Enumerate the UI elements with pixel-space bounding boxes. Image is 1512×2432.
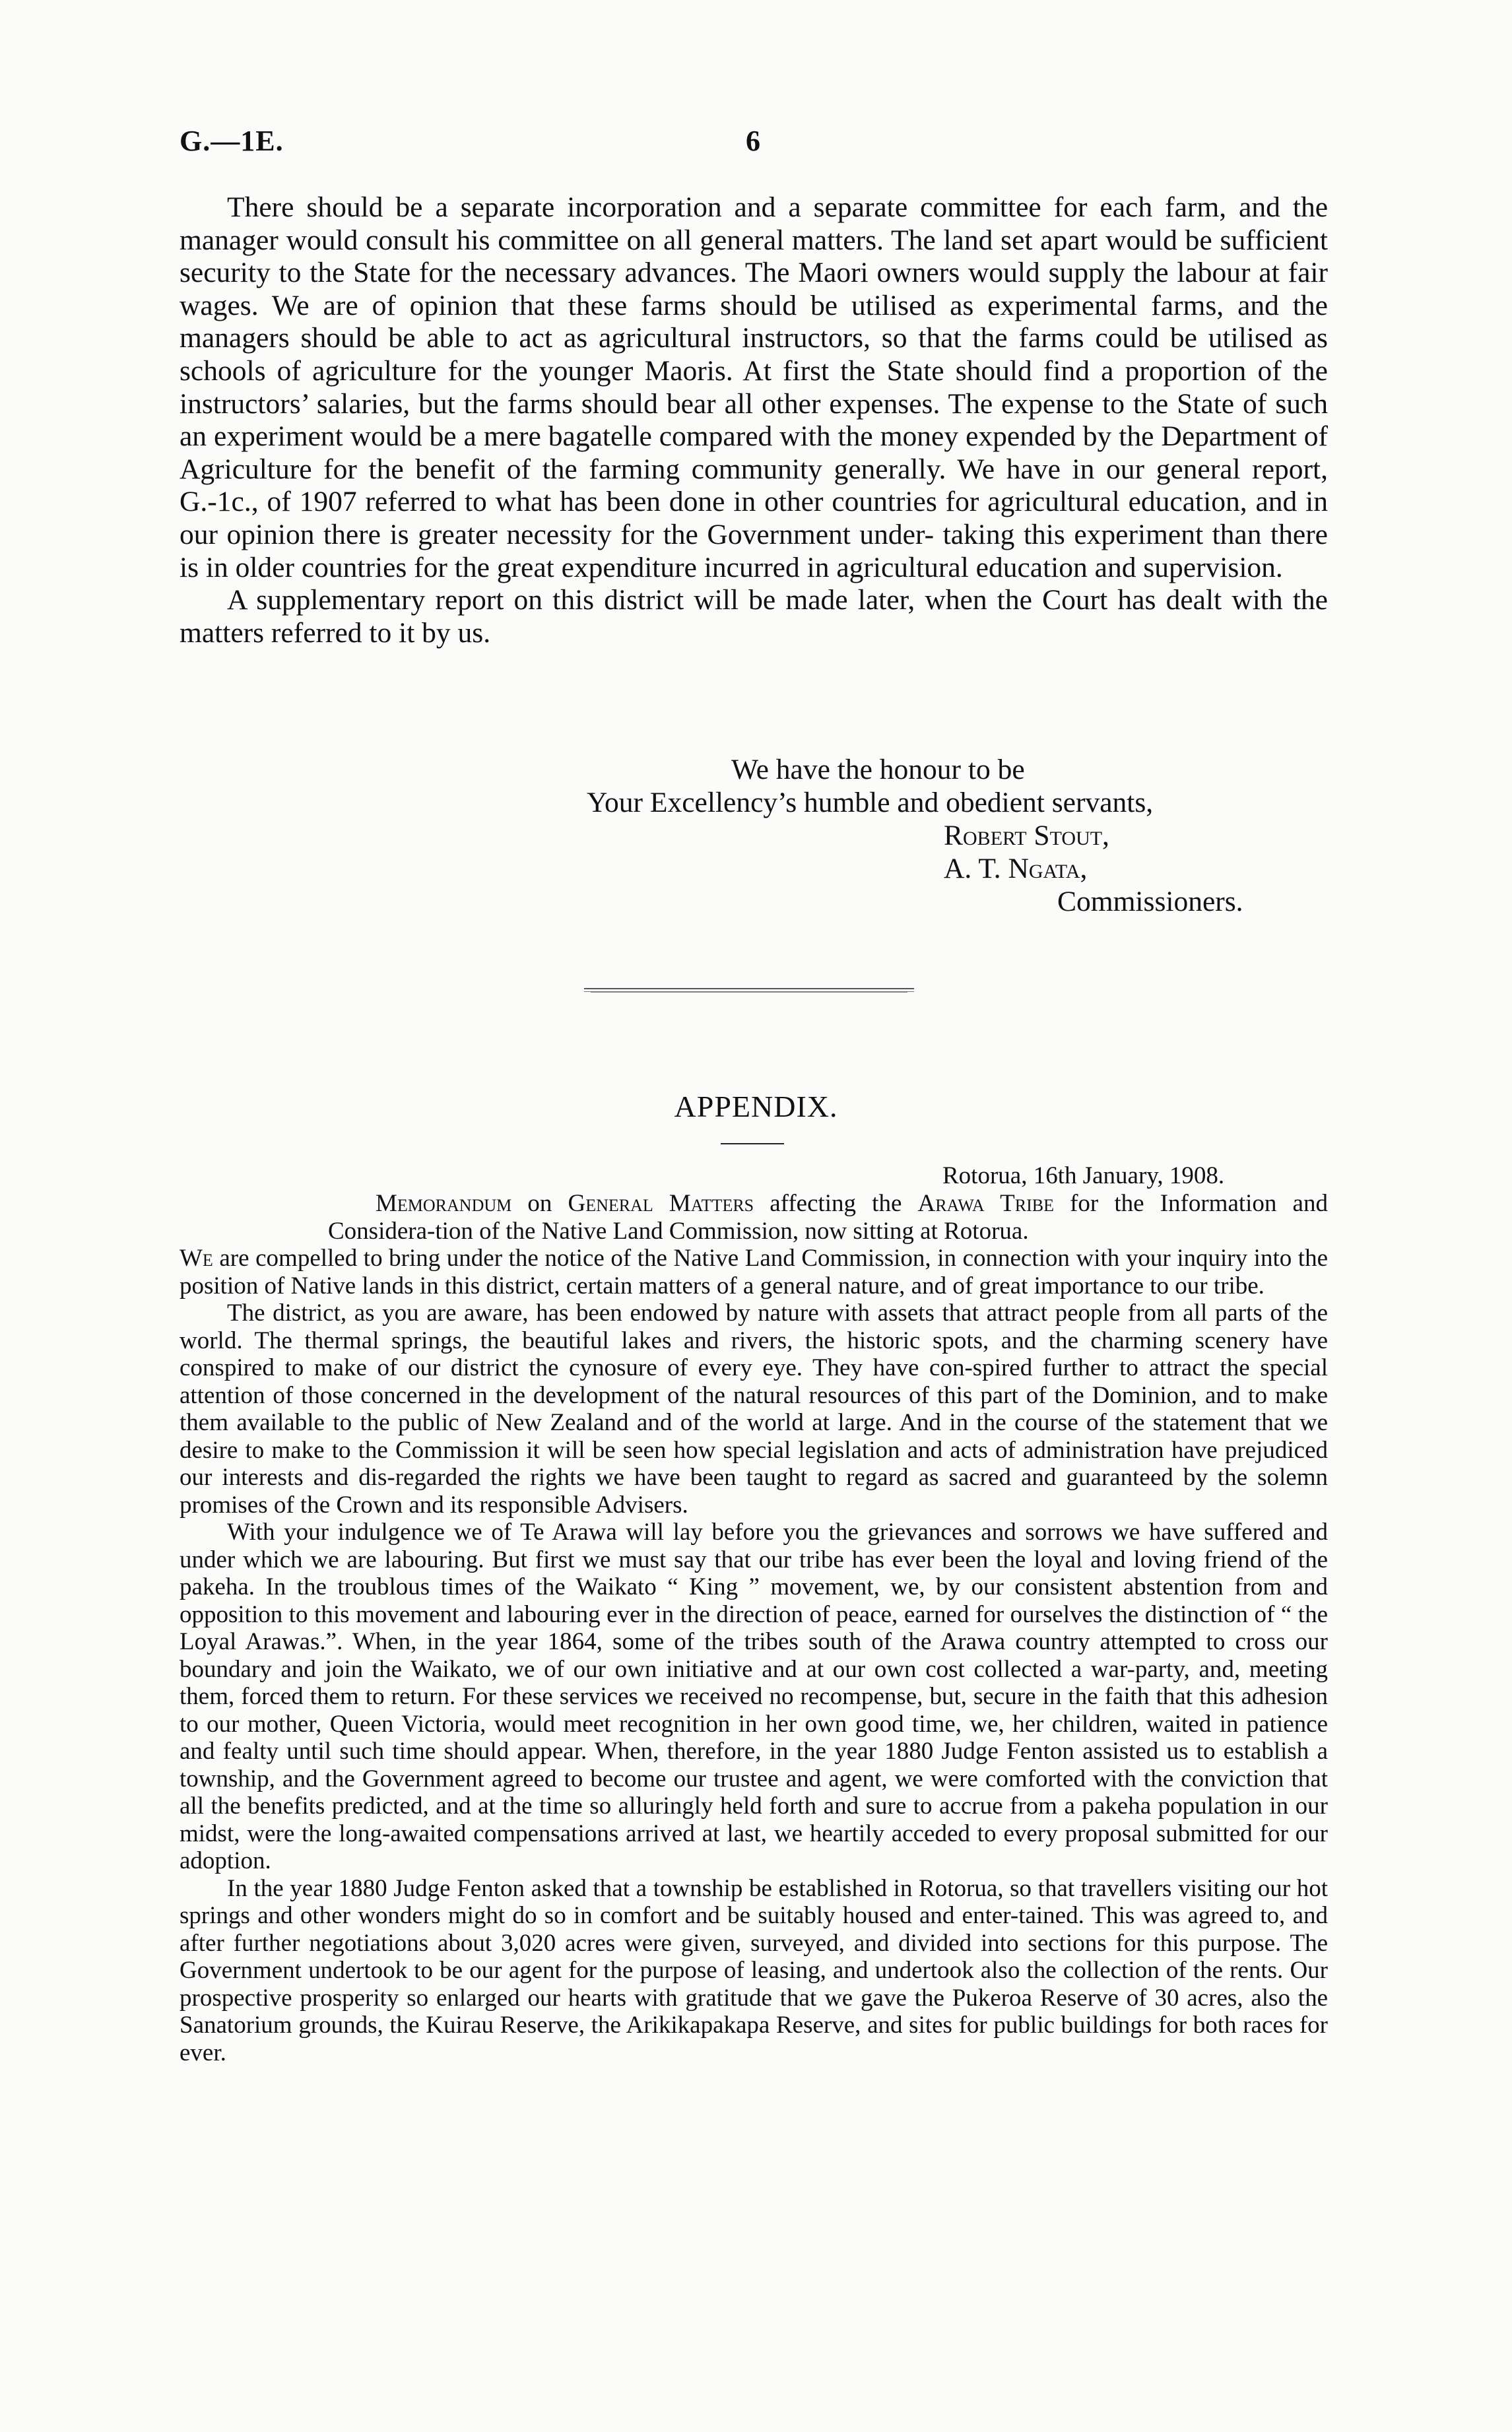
appendix-title: APPENDIX. bbox=[674, 1090, 838, 1123]
section-divider bbox=[591, 992, 907, 993]
page-number: 6 bbox=[746, 125, 760, 157]
memo-first-word: We bbox=[180, 1245, 213, 1272]
title-rule bbox=[721, 1143, 784, 1144]
closing-line: We have the honour to be bbox=[731, 754, 1025, 785]
report-paragraph: A supplementary report on this district will be made later, when the Court has dealt with the matters referred to it by us. bbox=[180, 584, 1328, 649]
memo-paragraph: With your indulgence we of Te Arawa will lay before you the grievances and sorrows we have suffered and under which we are labouring. But first we must say that our tribe has ever been the loyal and loving friend of the pakeha. In the troublous times of the Waikato “ King ” movement, we, by our consistent abstention from and opposition to this movement and labouring ever in the direction of peace, earned for ourselves the distinction of “ the Loyal Arawas.”. When, in the year 1864, some of the tribes south of the Arawa country attempted to cross our boundary and join the Waikato, we of our own initiative and at our own cost collected a war-party, and, meeting them, forced them to return. For these services we received no recompense, but, secure in the faith that this adhesion to our mother, Queen Victoria, would meet recognition in her own good time, we, her children, waited in patience and fealty until such time should appear. When, therefore, in the year 1880 Judge Fenton assisted us to establish a township, and the Government agreed to become our trustee and agent, we were comforted with the conviction that all the benefits predicted, and at the time so alluringly held forth and sure to accrue from a pakeha population in our midst, were the long-awaited compensations arrived at last, we heartily acceded to every proposal submitted for our adoption. bbox=[180, 1519, 1328, 1874]
report-paragraph: There should be a separate incorporation and a separate committee for each farm, and the manager would consult his committee on all general matters. The land set apart would be sufficient security to the State for the necessary advances. The Maori owners would supply the labour at fair wages. We are of opinion that these farms should be utilised as experimental farms, and the managers should be able to act as agricultural instructors, so that the farms could be utilised as schools of agriculture for the younger Maoris. At first the State should find a proportion of the instructors’ salaries, but the farms should bear all other expenses. The expense to the State of such an experiment would be a mere bagatelle compared with the money expended by the Department of Agriculture for the benefit of the farming community generally. We have in our general report, G.-1c., of 1907 referred to what has been done in other countries for agricultural education, and in our opinion there is greater necessity for the Government under- taking this experiment than there is in older countries for the great expenditure incurred in agricultural education and supervision. bbox=[180, 191, 1328, 583]
signatory-name: A. T. Ngata, bbox=[944, 853, 1088, 884]
signatory-name: Robert Stout, bbox=[944, 820, 1109, 851]
memo-paragraph: The district, as you are aware, has been endowed by nature with assets that attract people from all parts of the world. The thermal springs, the beautiful lakes and rivers, the historic spots, and the charming scenery have conspired to make of our district the cynosure of every eye. They have con-spired further to attract the special attention of those concerned in the development of the natural resources of this part of the Dominion, and to make them available to the public of New Zealand and of the world at large. And in the course of the statement that we desire to make to the Commission it will be seen how special legislation and acts of administration have prejudiced our interests and dis-regarded the rights we have been taught to regard as sacred and guaranteed by the solemn promises of the Crown and its responsible Advisers. bbox=[180, 1299, 1328, 1519]
memorandum bbox=[180, 1190, 1328, 2066]
report-body bbox=[180, 191, 1328, 649]
signatory-role: Commissioners. bbox=[1057, 886, 1243, 917]
memo-dateline: Rotorua, 16th January, 1908. bbox=[942, 1162, 1225, 1189]
memo-heading: Memorandum on General Matters affecting the Arawa Tribe for the Information and Considera-tion of the Native Land Commission, now sitting at Rotorua. bbox=[328, 1190, 1328, 1245]
closing-line: Your Excellency’s humble and obedient servants, bbox=[587, 787, 1154, 818]
document-reference: G.—1E. bbox=[180, 125, 284, 157]
memo-paragraph: We are compelled to bring under the notice of the Native Land Commission, in connection with your inquiry into the position of Native lands in this district, certain matters of a general nature, and of great importance to our tribe. bbox=[180, 1245, 1328, 1299]
memo-paragraph: In the year 1880 Judge Fenton asked that a township be established in Rotorua, so that travellers visiting our hot springs and other wonders might do so in comfort and be suitably housed and enter-tained. This was agreed to, and after further negotiations about 3,020 acres were given, surveyed, and divided into sections for this purpose. The Government undertook to be our agent for the purpose of leasing, and undertook also the collection of the rents. Our prospective prosperity so enlarged our hearts with gratitude that we gave the Pukeroa Reserve of 30 acres, also the Sanatorium grounds, the Kuirau Reserve, the Arikikapakapa Reserve, and sites for public buildings for both races for ever. bbox=[180, 1874, 1328, 2066]
